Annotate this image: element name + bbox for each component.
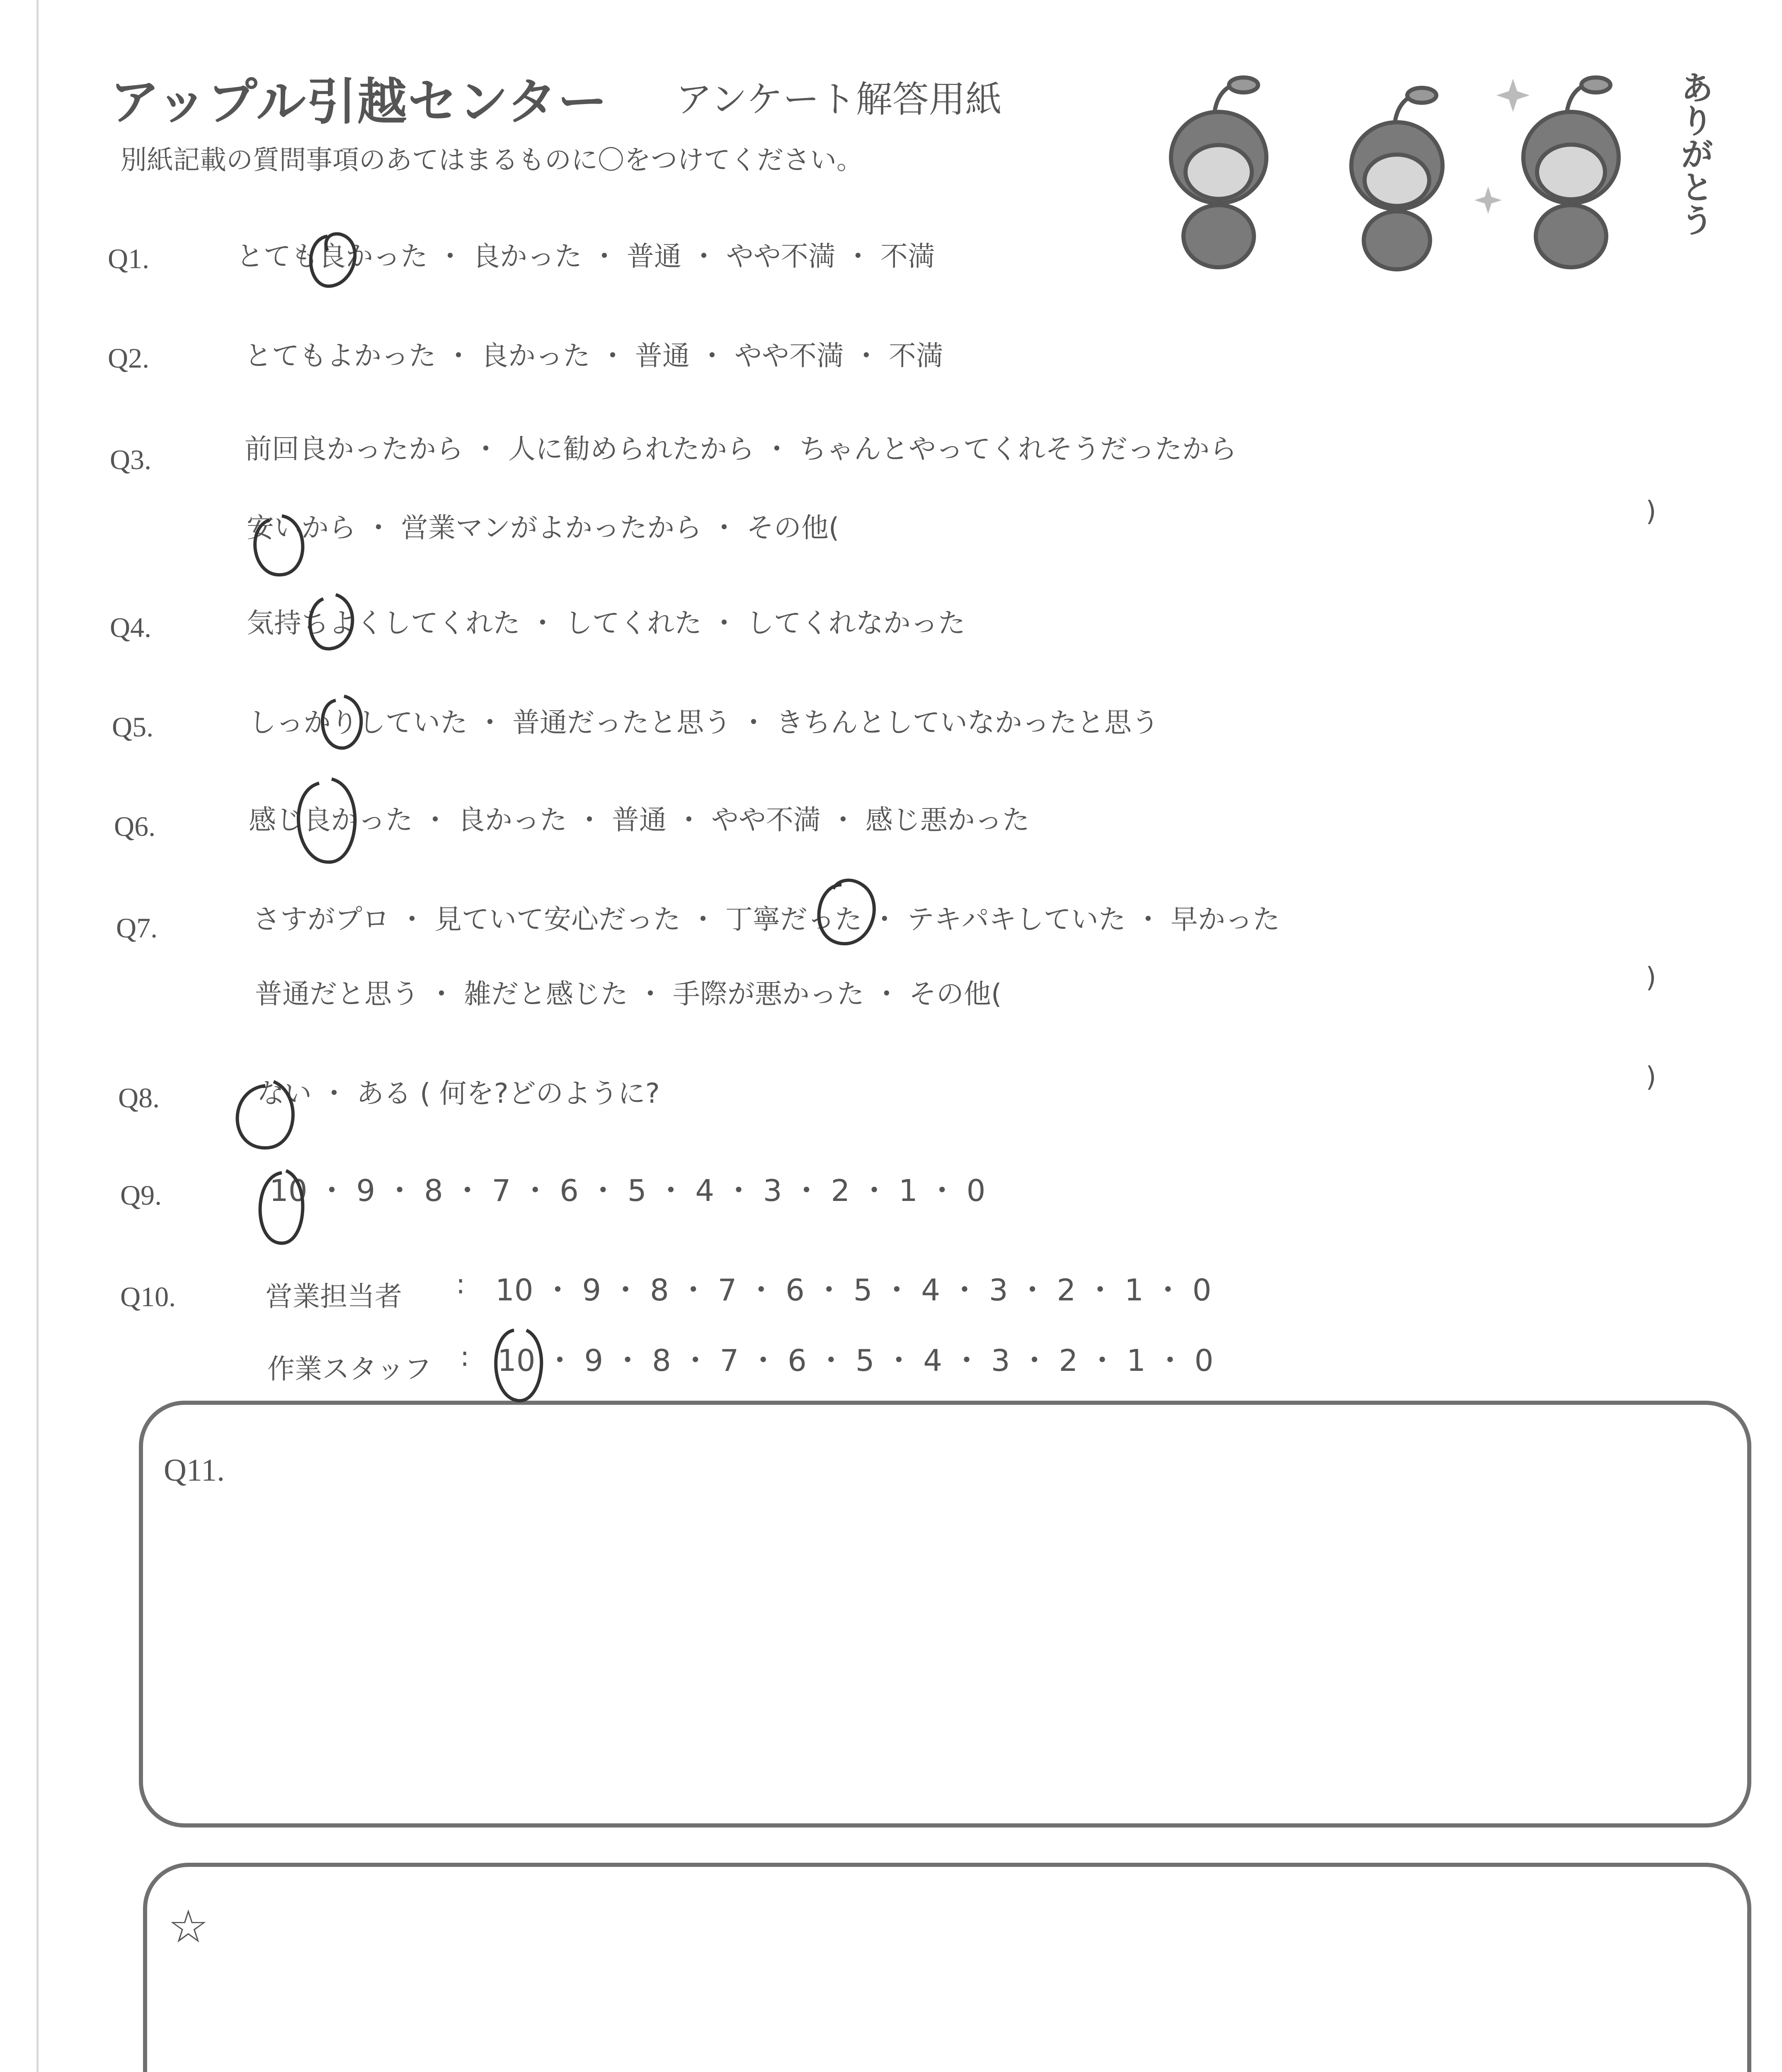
q4-options[interactable]: 気持ちよくしてくれた ・ してくれた ・ してくれなかった	[247, 607, 965, 639]
q8-options[interactable]: ない ・ ある ( 何を?どのように?	[257, 1077, 660, 1109]
mascot-caption: ありがとう	[1675, 70, 1714, 236]
q6-circle-mark	[298, 779, 355, 862]
q7-circle-mark	[819, 880, 874, 944]
q4-label: Q4.	[110, 612, 152, 643]
q3-circle-mark	[255, 516, 303, 575]
q7-paren-close: )	[1646, 961, 1656, 993]
q3-options-line2[interactable]: 安いから ・ 営業マンがよかったから ・ その他(	[247, 512, 839, 544]
q2-options[interactable]: とてもよかった ・ 良かった ・ 普通 ・ やや不満 ・ 不満	[245, 340, 943, 372]
q10-staff-circle-mark	[496, 1330, 541, 1401]
q2-label: Q2.	[108, 342, 150, 374]
q6-options[interactable]: 感じ良かった ・ 良かった ・ 普通 ・ やや不満 ・ 感じ悪かった	[249, 804, 1030, 836]
q3-options-line1[interactable]: 前回良かったから ・ 人に勧められたから ・ ちゃんとやってくれそうだったから	[245, 433, 1237, 465]
q7-options-line2[interactable]: 普通だと思う ・ 雑だと感じた ・ 手際が悪かった ・ その他(	[255, 978, 1002, 1010]
q10-row-staff-scale[interactable]: 10 ・ 9 ・ 8 ・ 7 ・ 6 ・ 5 ・ 4 ・ 3 ・ 2 ・ 1 ・ 0	[497, 1343, 1214, 1378]
q5-label: Q5.	[112, 711, 154, 743]
q4-circle-mark	[310, 595, 352, 649]
form-title: アンケート解答用紙	[676, 78, 1002, 121]
q5-options[interactable]: しっかりしていた ・ 普通だったと思う ・ きちんとしていなかったと思う	[249, 707, 1159, 738]
q6-label: Q6.	[114, 811, 156, 842]
q10-row-sales-colon: :	[456, 1268, 466, 1300]
q8-circle-mark	[238, 1082, 293, 1148]
q1-options[interactable]: とても良かった ・ 良かった ・ 普通 ・ やや不満 ・ 不満	[236, 240, 935, 272]
q10-row-sales-scale[interactable]: 10 ・ 9 ・ 8 ・ 7 ・ 6 ・ 5 ・ 4 ・ 3 ・ 2 ・ 1 ・ 0	[495, 1273, 1212, 1307]
q7-label: Q7.	[116, 912, 158, 944]
q8-label: Q8.	[118, 1082, 160, 1113]
q5-circle-mark	[322, 696, 361, 748]
q8-paren-close: )	[1646, 1061, 1656, 1093]
q9-scale[interactable]: 10 ・ 9 ・ 8 ・ 7 ・ 6 ・ 5 ・ 4 ・ 3 ・ 2 ・ 1 ・ 0	[269, 1173, 986, 1208]
q1-label: Q1.	[108, 243, 150, 274]
q10-label: Q10.	[120, 1281, 176, 1312]
instruction-text: 別紙記載の質問事項のあてはまるものに〇をつけてください。	[120, 145, 863, 176]
q11-label: Q11.	[164, 1453, 225, 1488]
company-title: アップル引越センター	[110, 73, 608, 131]
q1-circle-mark	[311, 234, 355, 286]
q9-label: Q9.	[120, 1179, 162, 1211]
q3-paren-close: )	[1646, 495, 1656, 527]
q3-label: Q3.	[110, 444, 152, 475]
star-label: ☆	[168, 1902, 209, 1952]
q10-row-sales-name: 営業担当者	[265, 1280, 402, 1312]
q10-row-staff-colon: :	[460, 1341, 470, 1372]
q9-circle-mark	[260, 1171, 303, 1243]
q10-row-staff-name: 作業スタッフ	[267, 1353, 432, 1385]
q7-options-line1[interactable]: さすがプロ ・ 見ていて安心だった ・ 丁寧だった ・ テキパキしていた ・ 早かった	[253, 903, 1280, 935]
